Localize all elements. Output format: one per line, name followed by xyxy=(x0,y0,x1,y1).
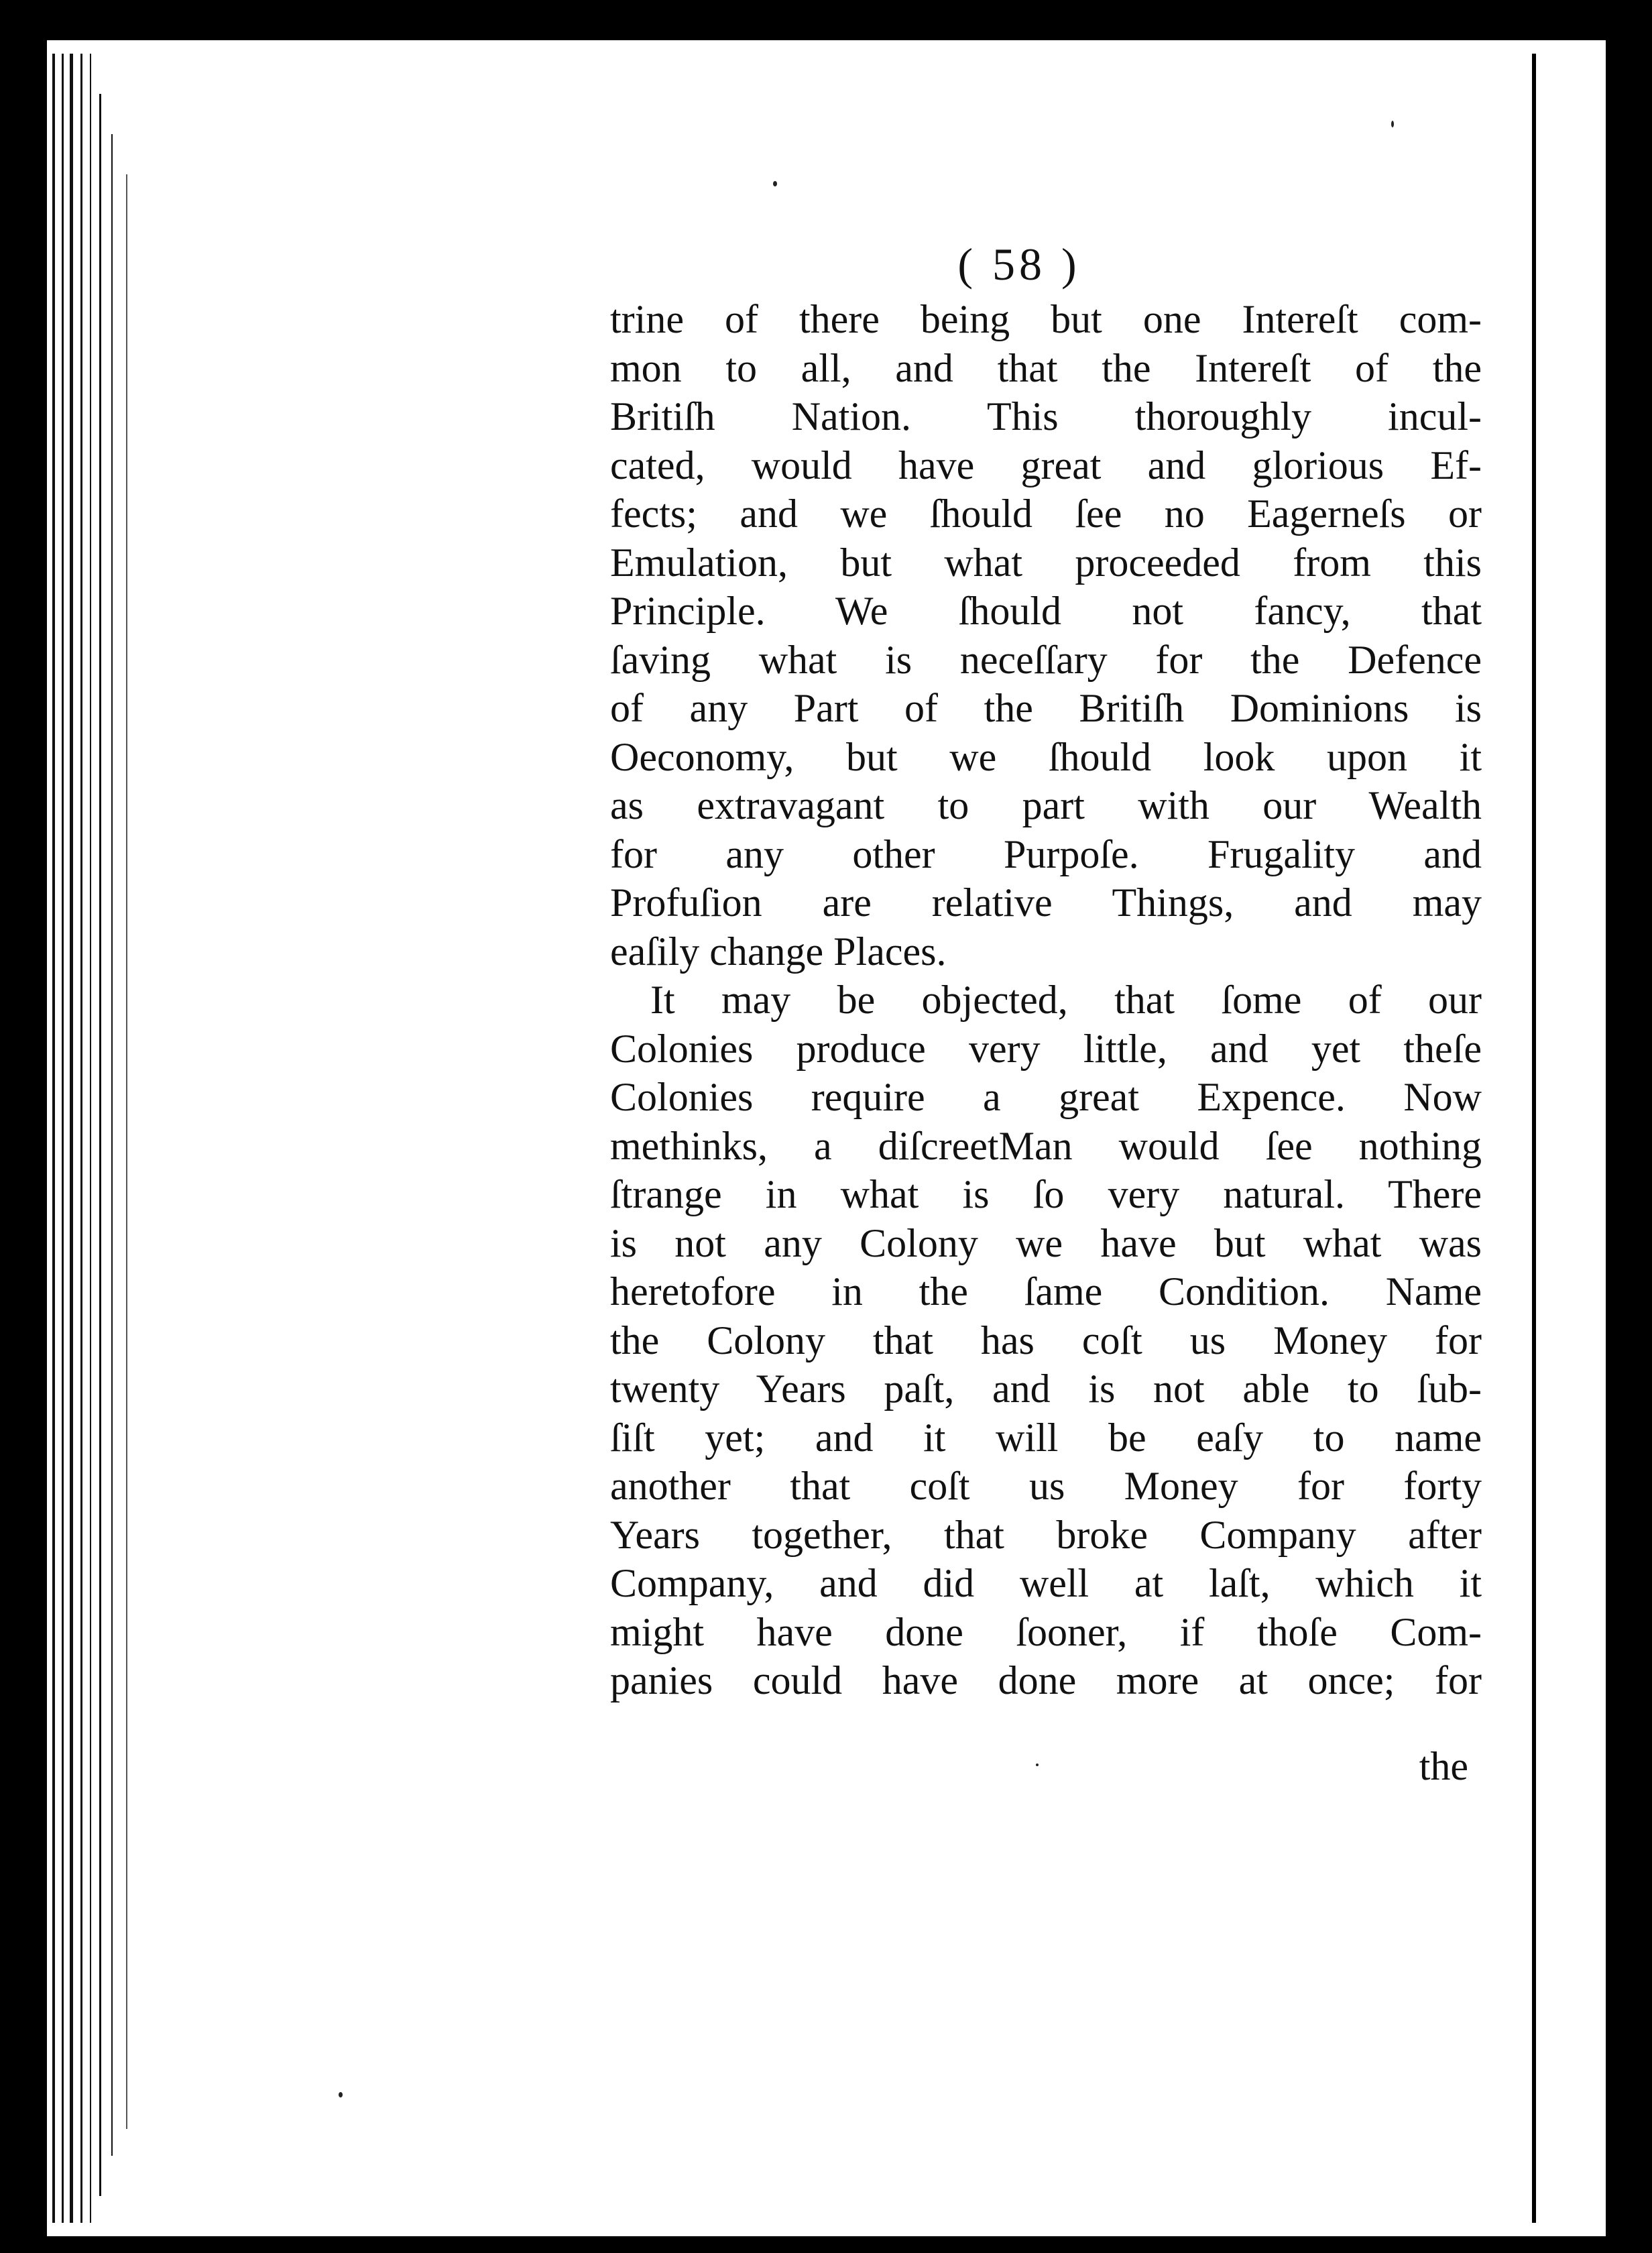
text-line: Profuſion are relative Things, and may xyxy=(610,880,1482,925)
text-line: Oeconomy, but we ſhould look upon it xyxy=(610,734,1482,779)
text-line: Britiſh Nation. This thoroughly incul- xyxy=(610,394,1482,439)
text-line: methinks, a diſcreetMan would ſee nothing xyxy=(610,1123,1482,1168)
text-line: might have done ſooner, if thoſe Com- xyxy=(610,1609,1482,1654)
page-block-edges xyxy=(47,40,161,2236)
text-line: twenty Years paſt, and is not able to ſub- xyxy=(610,1367,1482,1411)
text-line: Years together, that broke Company after xyxy=(610,1512,1482,1557)
text-line: eaſily change Places. xyxy=(610,929,947,974)
body-text xyxy=(610,295,1482,1705)
text-line: another that coſt us Money for forty xyxy=(610,1464,1482,1508)
text-line: ſiſt yet; and it will be eaſy to name xyxy=(610,1415,1482,1460)
ink-speck xyxy=(1036,1764,1039,1766)
text-line: heretofore in the ſame Condition. Name xyxy=(610,1269,1482,1314)
scan-border-left xyxy=(0,0,47,2253)
text-line: panies could have done more at once; for xyxy=(610,1658,1482,1702)
text-line: Colonies require a great Expence. Now xyxy=(610,1075,1482,1119)
text-line: ſtrange in what is ſo very natural. There xyxy=(610,1172,1482,1216)
text-line: Company, and did well at laſt, which it xyxy=(610,1561,1482,1605)
scan-border-top xyxy=(0,0,1652,40)
ink-speck xyxy=(1391,121,1394,127)
ink-speck xyxy=(339,2092,343,2097)
text-line: mon to all, and that the Intereſt of the xyxy=(610,345,1482,390)
scan-border-right xyxy=(1606,0,1652,2253)
text-line: It may be objected, that ſome of our xyxy=(650,978,1482,1022)
text-line: Principle. We ſhould not fancy, that xyxy=(610,589,1482,633)
text-line: Emulation, but what proceeded from this xyxy=(610,540,1482,585)
text-line: trine of there being but one Intereſt com- xyxy=(610,297,1482,341)
text-line: ſaving what is neceſſary for the Defence xyxy=(610,637,1482,682)
text-line: for any other Purpoſe. Frugality and xyxy=(610,831,1482,876)
text-line: is not any Colony we have but what was xyxy=(610,1220,1482,1265)
text-line: Colonies produce very little, and yet theſe xyxy=(610,1026,1482,1071)
text-line: of any Part of the Britiſh Dominions is xyxy=(610,686,1482,730)
ink-speck xyxy=(773,181,777,186)
gutter-line xyxy=(1532,54,1536,2223)
text-line: fects; and we ſhould ſee no Eagerneſs or xyxy=(610,492,1482,536)
page-number: ( 58 ) xyxy=(957,239,1081,290)
text-line: the Colony that has coſt us Money for xyxy=(610,1318,1482,1363)
book-page xyxy=(47,40,1606,2236)
text-line: cated, would have great and glorious Ef- xyxy=(610,443,1482,487)
catchword: the xyxy=(1419,1744,1468,1788)
scan-border-bottom xyxy=(0,2236,1652,2253)
text-line: as extravagant to part with our Wealth xyxy=(610,783,1482,827)
